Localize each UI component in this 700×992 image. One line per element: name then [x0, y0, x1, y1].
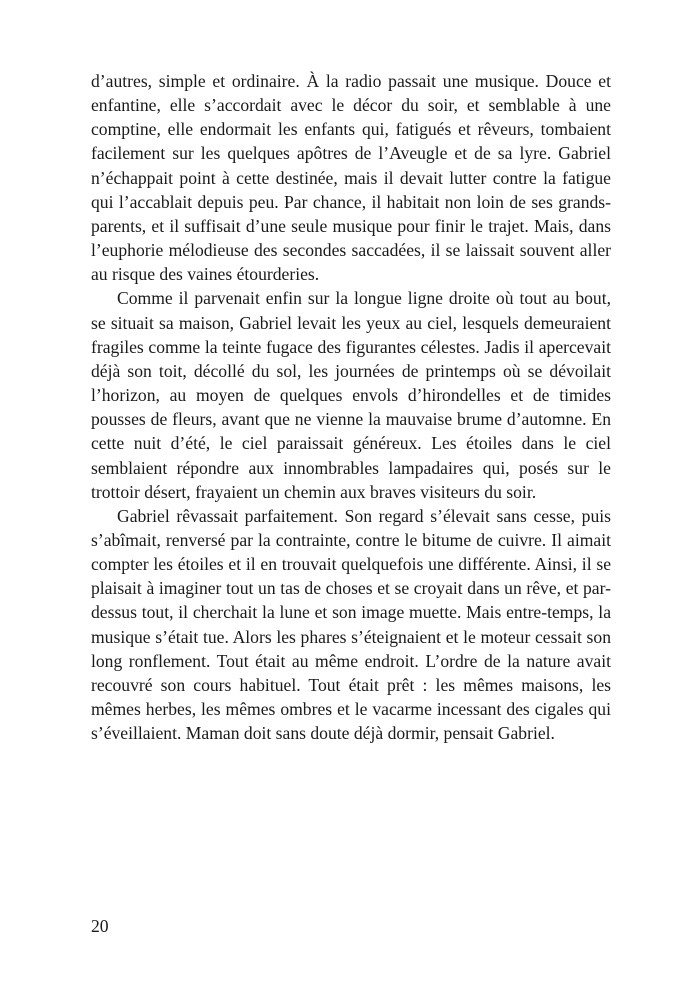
page-number: 20 [91, 916, 109, 936]
paragraph-2: Comme il parvenait enfin sur la longue ligne droite où tout au bout, se situait sa maison, Gabriel levait les yeux au ciel, lesquels demeuraient fragiles comme la teinte fugace des figurantes célestes. Jadis il apercevait déjà son toit, décollé du sol, les journées de printemps où se dévoilait l’horizon, au moyen de quelques envols d’hirondelles et de timides pousses de fleurs, avant que ne vienne la mauvaise brume d’automne. En cette nuit d’été, le ciel paraissait généreux. Les étoiles dans le ciel semblaient répondre aux innombrables lampadaires qui, posés sur le trottoir désert, frayaient un chemin aux braves visiteurs du soir. [91, 288, 611, 502]
body-text [91, 69, 611, 745]
paragraph-1: d’autres, simple et ordinaire. À la radio passait une musique. Douce et enfantine, elle s’accordait avec le décor du soir, et semblable à une comptine, elle endormait les enfants qui, fatigués et rêveurs, tombaient facilement sur les quelques apôtres de l’Aveugle et de sa lyre. Gabriel n’échappait point à cette destinée, mais il devait lutter contre la fatigue qui l’accablait depuis peu. Par chance, il habitait non loin de ses grands-parents, et il suffisait d’une seule musique pour finir le trajet. Mais, dans l’euphorie mélodieuse des secondes saccadées, il se laissait souvent aller au risque des vaines étourderies. [91, 71, 611, 285]
paragraph-3: Gabriel rêvassait parfaitement. Son regard s’élevait sans cesse, puis s’abîmait, renversé par la contrainte, contre le bitume de cuivre. Il aimait compter les étoiles et il en trouvait quelquefois une différente. Ainsi, il se plaisait à imaginer tout un tas de choses et se croyait dans un rêve, et par-dessus tout, il cherchait la lune et son image muette. Mais entre-temps, la musique s’était tue. Alors les phares s’éteignaient et le moteur cessait son long ronflement. Tout était au même endroit. L’ordre de la nature avait recouvré son cours habituel. Tout était prêt : les mêmes maisons, les mêmes herbes, les mêmes ombres et le vacarme incessant des cigales qui s’éveillaient. Maman doit sans doute déjà dormir, pensait Gabriel. [91, 505, 611, 744]
